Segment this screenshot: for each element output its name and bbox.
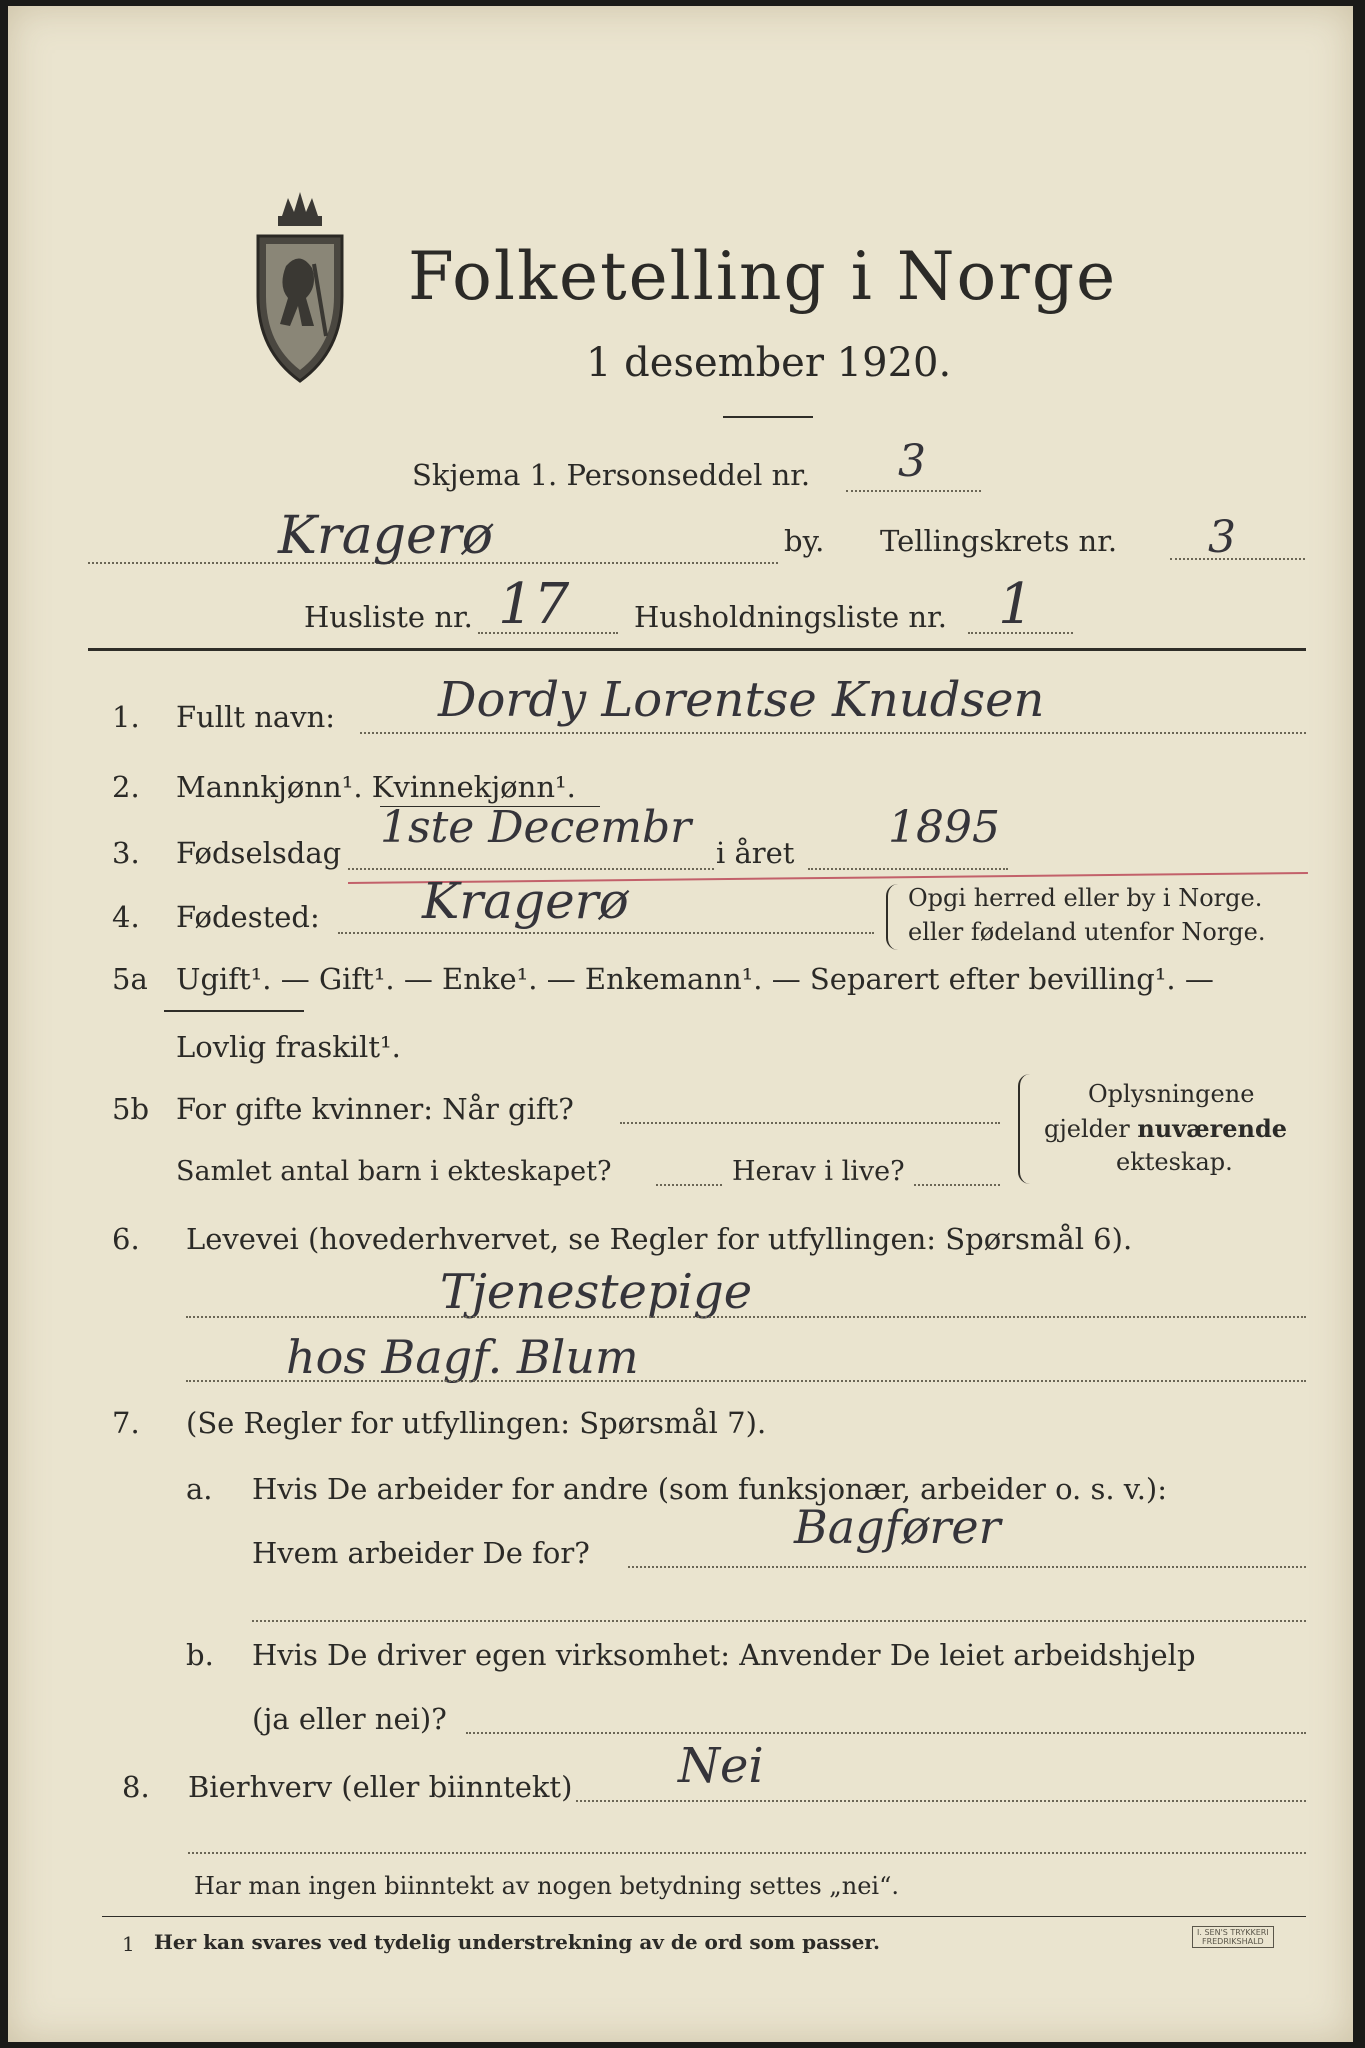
q4-number: 4. (112, 900, 140, 934)
census-form (8, 6, 1353, 2042)
header-rule (88, 648, 1306, 651)
q1-number: 1. (112, 700, 140, 734)
q5b-line2b: Herav i live? (732, 1156, 905, 1187)
q7a-field-line1 (628, 1566, 1306, 1568)
q2-label: Mannkjønn¹. Kvinnekjønn¹. (176, 770, 576, 804)
occupation-value-line1[interactable]: Tjenestepige (440, 1264, 753, 1320)
q5b-note-line3: ekteskap. (1116, 1148, 1233, 1176)
q5b-children-field-line (656, 1184, 722, 1186)
q5b-married-field-line (620, 1122, 1000, 1124)
employer-value[interactable]: Bagfører (794, 1500, 1001, 1554)
q3-year-field-line (808, 868, 1008, 870)
q3-year-label: i året (716, 836, 795, 870)
q5b-line2a: Samlet antal barn i ekteskapet? (176, 1156, 612, 1187)
q5a-line1: Ugift¹. — Gift¹. — Enke¹. — Enkemann¹. — Separert efter bevilling¹. — (176, 962, 1214, 996)
skjema-label: Skjema 1. Personseddel nr. (412, 458, 811, 492)
q7b-letter: b. (186, 1638, 214, 1672)
coat-of-arms-icon (248, 186, 352, 386)
occupation-value-line2[interactable]: hos Bagf. Blum (286, 1330, 639, 1384)
q1-field-line (360, 732, 1306, 734)
census-date: 1 desember 1920. (586, 340, 952, 386)
q3-label: Fødselsdag (176, 836, 342, 870)
husliste-value[interactable]: 17 (498, 572, 570, 637)
q5b-note-line1: Oplysningene (1088, 1080, 1255, 1108)
q5b-line1: For gifte kvinner: Når gift? (176, 1092, 574, 1126)
form-title: Folketelling i Norge (408, 238, 1118, 315)
q8-number: 8. (122, 1770, 150, 1804)
full-name-value[interactable]: Dordy Lorentse Knudsen (438, 672, 1045, 728)
q7a-line2: Hvem arbeider De for? (252, 1536, 590, 1570)
footnote-number: 1 (122, 1932, 135, 1956)
q6-label: Levevei (hovederhvervet, se Regler for utfyllingen: Spørsmål 6). (186, 1222, 1133, 1256)
footnote-rule (102, 1916, 1306, 1917)
q3-number: 3. (112, 836, 140, 870)
by-label: by. (784, 524, 825, 558)
husholdning-value[interactable]: 1 (998, 572, 1034, 637)
q5b-note-bracket (1018, 1074, 1032, 1184)
q5b-number: 5b (112, 1092, 150, 1126)
husholdning-label: Husholdningsliste nr. (634, 600, 947, 634)
husliste-label: Husliste nr. (304, 600, 473, 634)
q7a-field-line2 (252, 1620, 1306, 1622)
q4-note-line2: eller fødeland utenfor Norge. (908, 918, 1266, 946)
by-value[interactable]: Kragerø (278, 506, 493, 566)
birth-year-value[interactable]: 1895 (888, 802, 1000, 853)
footnote-text: Her kan svares ved tydelig understrekning av de ord som passer. (154, 1930, 880, 1954)
q6-field-line2 (186, 1380, 1306, 1382)
birthplace-value[interactable]: Kragerø (422, 872, 629, 930)
q5a-line2: Lovlig fraskilt¹. (176, 1030, 401, 1064)
q7b-field-line (466, 1732, 1306, 1734)
q3-day-field-line (348, 868, 714, 870)
q4-field-line (338, 932, 874, 934)
q5b-note-line2: gjelder nuværende (1044, 1114, 1288, 1143)
skjema-field-line (846, 490, 981, 492)
q5b-alive-field-line (914, 1184, 1000, 1186)
q6-field-line1 (186, 1316, 1306, 1318)
side-income-value[interactable]: Nei (678, 1738, 764, 1794)
q8-field-line1 (576, 1800, 1306, 1802)
q2-number: 2. (112, 770, 140, 804)
q4-note-bracket (886, 884, 898, 950)
tellingskrets-label: Tellingskrets nr. (880, 524, 1118, 558)
skjema-value[interactable]: 3 (898, 436, 926, 487)
title-divider (723, 416, 813, 418)
q7a-letter: a. (186, 1472, 213, 1506)
q8-label: Bierhverv (eller biinntekt) (188, 1770, 573, 1804)
birthday-value[interactable]: 1ste Decembr (380, 802, 692, 853)
income-note: Har man ingen biinntekt av nogen betydning settes „nei“. (194, 1872, 899, 1900)
q7-number: 7. (112, 1406, 140, 1440)
printer-stamp: I. SEN'S TRYKKERI FREDRIKSHALD (1192, 1926, 1274, 1948)
q8-field-line2 (188, 1852, 1306, 1854)
q4-note-line1: Opgi herred eller by i Norge. (908, 884, 1263, 912)
q7b-line2: (ja eller nei)? (252, 1702, 447, 1736)
q7a-line1: Hvis De arbeider for andre (som funksjonær, arbeider o. s. v.): (252, 1472, 1168, 1506)
q6-number: 6. (112, 1222, 140, 1256)
q5a-underline-ugift (164, 1010, 304, 1012)
q7-label: (Se Regler for utfyllingen: Spørsmål 7). (186, 1406, 767, 1440)
tellingskrets-value[interactable]: 3 (1208, 512, 1236, 563)
tellingskrets-field-line (1170, 558, 1305, 560)
q5a-number: 5a (112, 962, 148, 996)
q1-label: Fullt navn: (176, 700, 336, 734)
q7b-line1: Hvis De driver egen virksomhet: Anvender De leiet arbeidshjelp (252, 1638, 1196, 1672)
q4-label: Fødested: (176, 900, 320, 934)
